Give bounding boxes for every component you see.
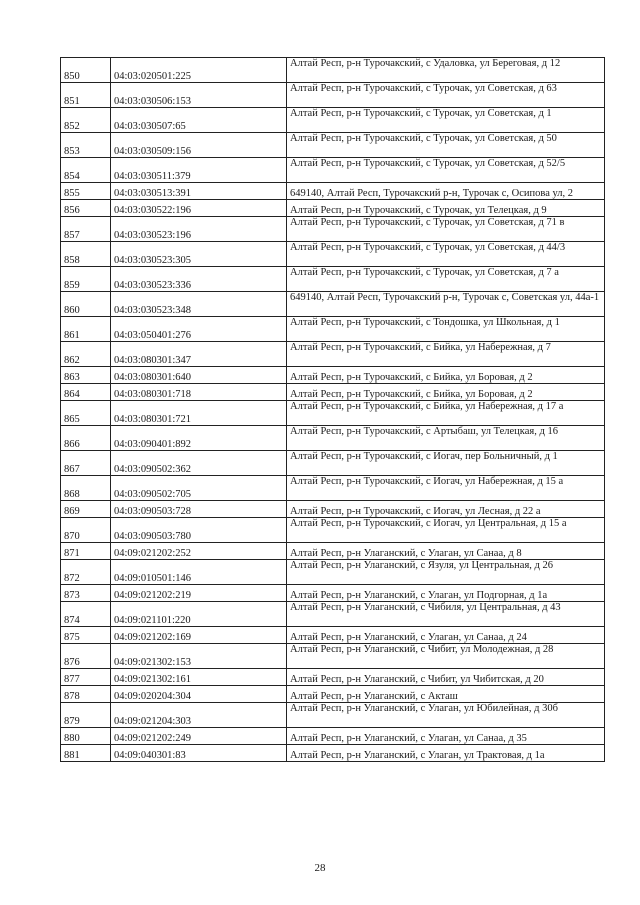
cadastral-number-cell: 04:09:010501:146 [111, 560, 287, 585]
address-cell: Алтай Респ, р-н Турочакский, с Бийка, ул Набережная, д 7 [287, 342, 605, 367]
table-row [61, 501, 605, 518]
address-cell: Алтай Респ, р-н Турочакский, с Артыбаш, ул Телецкая, д 16 [287, 426, 605, 451]
address-cell: Алтай Респ, р-н Улаганский, с Улаган, ул Санаа, д 24 [287, 627, 605, 644]
row-number-cell: 876 [61, 644, 111, 669]
row-number-cell: 870 [61, 518, 111, 543]
table-row [61, 451, 605, 476]
row-number-cell: 866 [61, 426, 111, 451]
address-cell: Алтай Респ, р-н Турочакский, с Иогач, пер Больничный, д 1 [287, 451, 605, 476]
cadastral-number-cell: 04:03:030513:391 [111, 183, 287, 200]
table-row [61, 83, 605, 108]
table-row [61, 367, 605, 384]
cadastral-number-cell: 04:03:090502:705 [111, 476, 287, 501]
cadastral-number-cell: 04:03:030523:305 [111, 242, 287, 267]
row-number-cell: 872 [61, 560, 111, 585]
row-number-cell: 853 [61, 133, 111, 158]
row-number-cell: 868 [61, 476, 111, 501]
address-cell: Алтай Респ, р-н Турочакский, с Турочак, ул Советская, д 52/5 [287, 158, 605, 183]
cadastral-number-cell: 04:09:021202:252 [111, 543, 287, 560]
row-number-cell: 873 [61, 585, 111, 602]
cadastral-number-cell: 04:03:030506:153 [111, 83, 287, 108]
row-number-cell: 850 [61, 58, 111, 83]
cadastral-number-cell: 04:03:090502:362 [111, 451, 287, 476]
address-cell: Алтай Респ, р-н Турочакский, с Иогач, ул Набережная, д 15 а [287, 476, 605, 501]
row-number-cell: 874 [61, 602, 111, 627]
address-cell: Алтай Респ, р-н Улаганский, с Чибит, ул Молодежная, д 28 [287, 644, 605, 669]
cadastral-number-cell: 04:03:020501:225 [111, 58, 287, 83]
table-row [61, 292, 605, 317]
cadastral-number-cell: 04:03:030523:336 [111, 267, 287, 292]
cadastral-number-cell: 04:09:040301:83 [111, 745, 287, 762]
table-row [61, 342, 605, 367]
table-row [61, 200, 605, 217]
address-cell: Алтай Респ, р-н Турочакский, с Турочак, ул Советская, д 71 в [287, 217, 605, 242]
table-row [61, 669, 605, 686]
row-number-cell: 856 [61, 200, 111, 217]
cadastral-number-cell: 04:09:020204:304 [111, 686, 287, 703]
address-cell: 649140, Алтай Респ, Турочакский р-н, Турочак с, Осипова ул, 2 [287, 183, 605, 200]
table-row [61, 317, 605, 342]
cadastral-number-cell: 04:03:090503:780 [111, 518, 287, 543]
address-cell: 649140, Алтай Респ, Турочакский р-н, Турочак с, Советская ул, 44а-1 [287, 292, 605, 317]
table-row [61, 627, 605, 644]
row-number-cell: 878 [61, 686, 111, 703]
cadastral-number-cell: 04:03:080301:640 [111, 367, 287, 384]
row-number-cell: 871 [61, 543, 111, 560]
table-row [61, 133, 605, 158]
row-number-cell: 861 [61, 317, 111, 342]
address-cell: Алтай Респ, р-н Турочакский, с Бийка, ул Боровая, д 2 [287, 367, 605, 384]
table-row [61, 158, 605, 183]
table-row [61, 686, 605, 703]
address-cell: Алтай Респ, р-н Улаганский, с Чибит, ул Чибитская, д 20 [287, 669, 605, 686]
row-number-cell: 857 [61, 217, 111, 242]
address-cell: Алтай Респ, р-н Турочакский, с Турочак, ул Советская, д 63 [287, 83, 605, 108]
address-cell: Алтай Респ, р-н Турочакский, с Иогач, ул Центральная, д 15 а [287, 518, 605, 543]
row-number-cell: 859 [61, 267, 111, 292]
table-row [61, 267, 605, 292]
table-row [61, 183, 605, 200]
address-cell: Алтай Респ, р-н Турочакский, с Удаловка, ул Береговая, д 12 [287, 58, 605, 83]
address-cell: Алтай Респ, р-н Турочакский, с Бийка, ул Боровая, д 2 [287, 384, 605, 401]
row-number-cell: 867 [61, 451, 111, 476]
cadastral-number-cell: 04:03:080301:721 [111, 401, 287, 426]
cadastral-number-cell: 04:03:030511:379 [111, 158, 287, 183]
cadastral-number-cell: 04:09:021101:220 [111, 602, 287, 627]
cadastral-number-cell: 04:09:021202:249 [111, 728, 287, 745]
address-cell: Алтай Респ, р-н Турочакский, с Турочак, ул Советская, д 7 а [287, 267, 605, 292]
table-row [61, 602, 605, 627]
address-cell: Алтай Респ, р-н Улаганский, с Улаган, ул Подгорная, д 1а [287, 585, 605, 602]
row-number-cell: 877 [61, 669, 111, 686]
table-row [61, 703, 605, 728]
row-number-cell: 858 [61, 242, 111, 267]
cadastral-number-cell: 04:03:030523:348 [111, 292, 287, 317]
table-row [61, 217, 605, 242]
table-row [61, 585, 605, 602]
row-number-cell: 865 [61, 401, 111, 426]
cadastral-number-cell: 04:09:021302:161 [111, 669, 287, 686]
address-cell: Алтай Респ, р-н Улаганский, с Чибиля, ул Центральная, д 43 [287, 602, 605, 627]
table-row [61, 728, 605, 745]
row-number-cell: 880 [61, 728, 111, 745]
address-cell: Алтай Респ, р-н Улаганский, с Акташ [287, 686, 605, 703]
table-row [61, 543, 605, 560]
table-row [61, 108, 605, 133]
cadastral-number-cell: 04:03:050401:276 [111, 317, 287, 342]
address-cell: Алтай Респ, р-н Улаганский, с Улаган, ул Юбилейная, д 30б [287, 703, 605, 728]
table-row [61, 58, 605, 83]
table-row [61, 476, 605, 501]
row-number-cell: 864 [61, 384, 111, 401]
table-row [61, 560, 605, 585]
cadastral-number-cell: 04:03:030522:196 [111, 200, 287, 217]
address-cell: Алтай Респ, р-н Улаганский, с Улаган, ул Трактовая, д 1а [287, 745, 605, 762]
address-cell: Алтай Респ, р-н Турочакский, с Турочак, ул Советская, д 50 [287, 133, 605, 158]
registry-table-body [61, 58, 605, 762]
cadastral-number-cell: 04:03:090503:728 [111, 501, 287, 518]
address-cell: Алтай Респ, р-н Улаганский, с Улаган, ул Санаа, д 35 [287, 728, 605, 745]
table-row [61, 384, 605, 401]
row-number-cell: 862 [61, 342, 111, 367]
cadastral-number-cell: 04:09:021202:169 [111, 627, 287, 644]
cadastral-number-cell: 04:03:030523:196 [111, 217, 287, 242]
address-cell: Алтай Респ, р-н Турочакский, с Турочак, ул Советская, д 1 [287, 108, 605, 133]
registry-table [60, 57, 605, 762]
cadastral-number-cell: 04:03:080301:718 [111, 384, 287, 401]
row-number-cell: 881 [61, 745, 111, 762]
address-cell: Алтай Респ, р-н Турочакский, с Турочак, ул Советская, д 44/3 [287, 242, 605, 267]
cadastral-number-cell: 04:09:021302:153 [111, 644, 287, 669]
row-number-cell: 851 [61, 83, 111, 108]
row-number-cell: 879 [61, 703, 111, 728]
table-row [61, 242, 605, 267]
row-number-cell: 852 [61, 108, 111, 133]
address-cell: Алтай Респ, р-н Улаганский, с Улаган, ул Санаа, д 8 [287, 543, 605, 560]
row-number-cell: 855 [61, 183, 111, 200]
table-row [61, 518, 605, 543]
table-row [61, 426, 605, 451]
row-number-cell: 863 [61, 367, 111, 384]
address-cell: Алтай Респ, р-н Турочакский, с Турочак, ул Телецкая, д 9 [287, 200, 605, 217]
cadastral-number-cell: 04:03:030507:65 [111, 108, 287, 133]
cadastral-number-cell: 04:03:080301:347 [111, 342, 287, 367]
cadastral-number-cell: 04:03:030509:156 [111, 133, 287, 158]
address-cell: Алтай Респ, р-н Турочакский, с Иогач, ул Лесная, д 22 а [287, 501, 605, 518]
address-cell: Алтай Респ, р-н Улаганский, с Язуля, ул Центральная, д 26 [287, 560, 605, 585]
row-number-cell: 854 [61, 158, 111, 183]
address-cell: Алтай Респ, р-н Турочакский, с Бийка, ул Набережная, д 17 а [287, 401, 605, 426]
page-number: 28 [314, 862, 326, 874]
row-number-cell: 875 [61, 627, 111, 644]
cadastral-number-cell: 04:03:090401:892 [111, 426, 287, 451]
row-number-cell: 869 [61, 501, 111, 518]
row-number-cell: 860 [61, 292, 111, 317]
cadastral-number-cell: 04:09:021204:303 [111, 703, 287, 728]
table-row [61, 401, 605, 426]
cadastral-number-cell: 04:09:021202:219 [111, 585, 287, 602]
table-row [61, 745, 605, 762]
address-cell: Алтай Респ, р-н Турочакский, с Тондошка, ул Школьная, д 1 [287, 317, 605, 342]
table-row [61, 644, 605, 669]
